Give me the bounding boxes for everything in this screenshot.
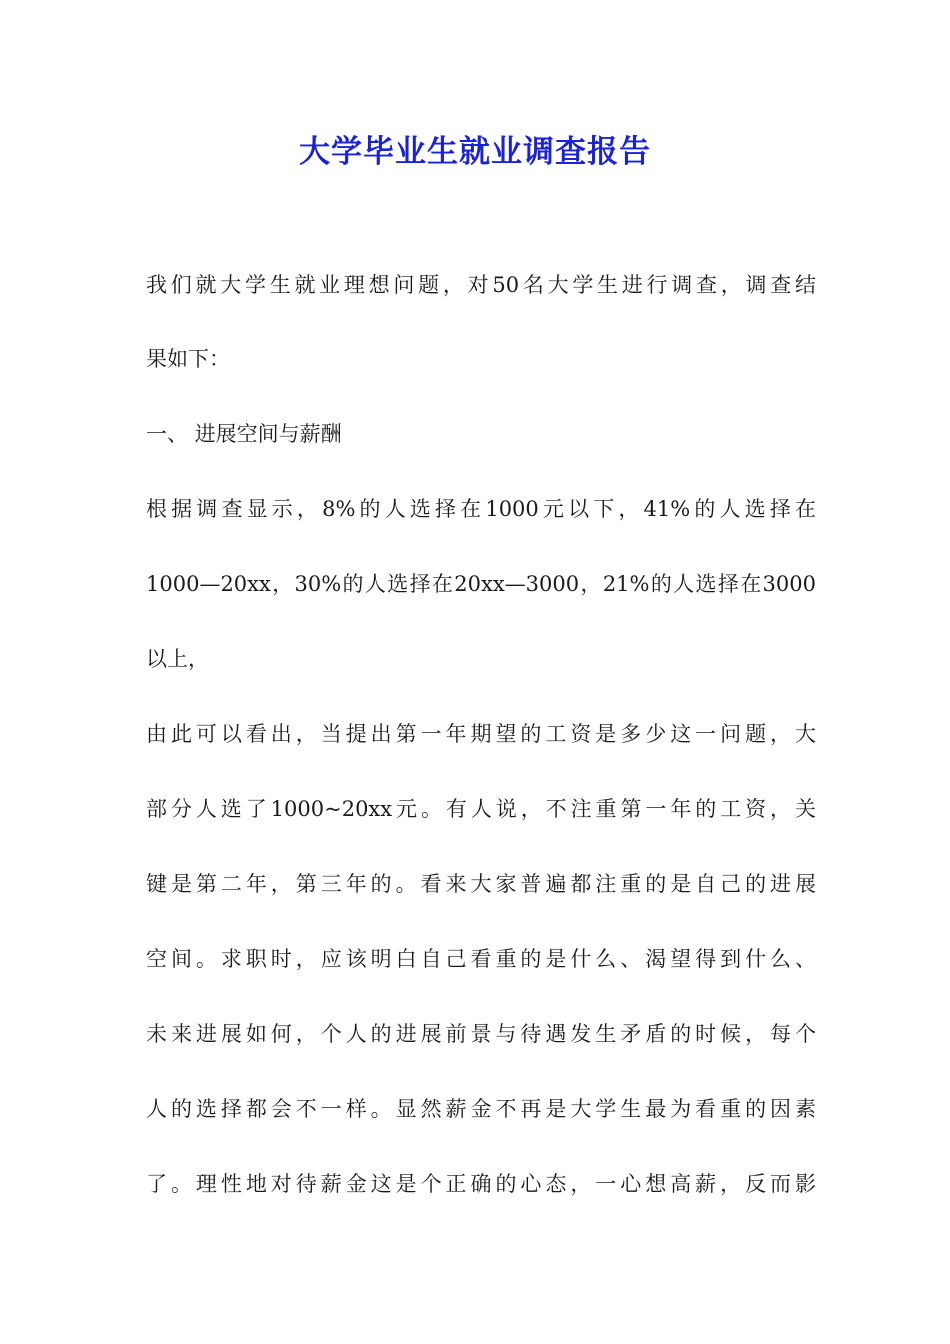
- paragraph-line: 部分人选了1000~20xx元。有人说，不注重第一年的工资，关: [146, 797, 816, 821]
- paragraph-line: 键是第二年，第三年的。看来大家普遍都注重的是自己的进展: [146, 872, 816, 896]
- paragraph-line: 空间。求职时，应该明白自己看重的是什么、渴望得到什么、: [146, 947, 816, 971]
- paragraph-line: 人的选择都会不一样。显然薪金不再是大学生最为看重的因素: [146, 1097, 816, 1121]
- paragraph-line: 1000—20xx，30%的人选择在20xx—3000，21%的人选择在3000: [146, 572, 816, 596]
- section-heading: 一、 进展空间与薪酬: [146, 422, 342, 446]
- paragraph-line: 未来进展如何，个人的进展前景与待遇发生矛盾的时候，每个: [146, 1022, 816, 1046]
- paragraph-line: 以上，: [146, 647, 209, 671]
- paragraph-line: 由此可以看出，当提出第一年期望的工资是多少这一问题，大: [146, 722, 816, 746]
- paragraph-line: 我们就大学生就业理想问题，对50名大学生进行调查，调查结: [146, 273, 816, 297]
- paragraph-line: 了。理性地对待薪金这是个正确的心态，一心想高薪，反而影: [146, 1172, 816, 1196]
- document-title: 大学毕业生就业调查报告: [299, 134, 651, 170]
- paragraph-line: 果如下：: [146, 347, 230, 371]
- paragraph-line: 根据调查显示，8%的人选择在1000元以下，41%的人选择在: [146, 497, 816, 521]
